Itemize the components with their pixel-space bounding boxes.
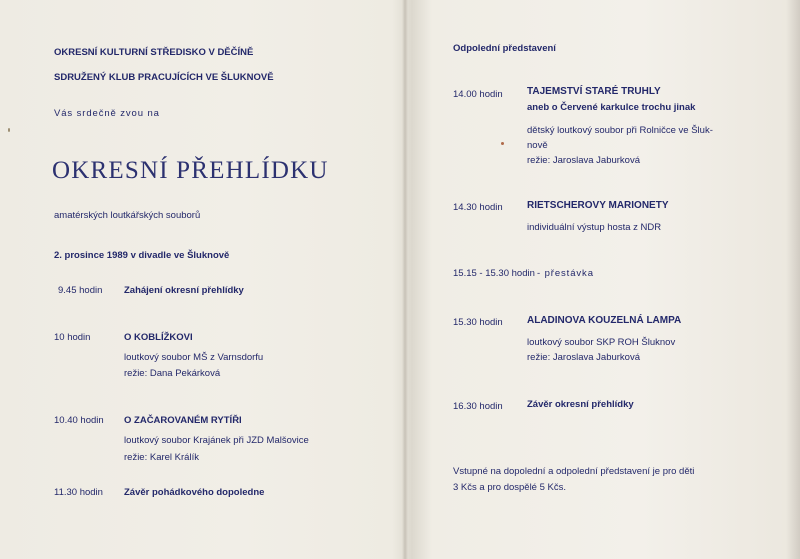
program-title: RIETSCHEROVY MARIONETY <box>527 200 669 211</box>
afternoon-heading: Odpolední představení <box>453 43 556 54</box>
program-subtitle: aneb o Červené karkulce trochu jinak <box>527 102 696 113</box>
program-ensemble: loutkový soubor SKP ROH Šluknov <box>527 337 676 348</box>
program-time: 10.40 hodin <box>54 415 104 426</box>
program-title: TAJEMSTVÍ STARÉ TRUHLY <box>527 86 661 97</box>
program-director: režie: Karel Králík <box>124 452 199 463</box>
page-fold <box>402 0 408 559</box>
event-title: OKRESNÍ PŘEHLÍDKU <box>52 157 329 184</box>
program-time: 10 hodin <box>54 332 91 343</box>
page-edge-shadow <box>786 0 800 559</box>
program-title: Závěr okresní přehlídky <box>527 399 634 410</box>
program-ensemble: individuální výstup hosta z NDR <box>527 222 662 233</box>
program-time: 14.30 hodin <box>453 202 503 213</box>
program-title: Zahájení okresní přehlídky <box>124 285 244 296</box>
program-time: 15.15 - 15.30 hodin <box>453 268 535 279</box>
program-title: ALADINOVA KOUZELNÁ LAMPA <box>527 315 682 326</box>
program-time: 11.30 hodin <box>54 487 103 498</box>
program-director: režie: Dana Pekárková <box>124 368 221 379</box>
invite-text: Vás srdečně zvou na <box>54 108 160 119</box>
admission-line-1: Vstupné na dopolední a odpolední představení je pro děti <box>453 466 695 477</box>
program-ensemble: loutkový soubor MŠ z Varnsdorfu <box>124 352 264 363</box>
admission-line-2: 3 Kčs a pro dospělé 5 Kčs. <box>453 482 567 493</box>
ink-speck <box>8 128 10 132</box>
event-subtitle: amatérských loutkářských souborů <box>54 210 201 221</box>
program-title: O ZAČAROVANÉM RYTÍŘI <box>124 415 242 426</box>
program-time: 14.00 hodin <box>453 89 503 100</box>
program-director: režie: Jaroslava Jaburková <box>527 352 640 363</box>
organizer-line-1: OKRESNÍ KULTURNÍ STŘEDISKO V DĚČÍNĚ <box>54 47 254 58</box>
program-time: 16.30 hodin <box>453 401 503 412</box>
program-time: 15.30 hodin <box>453 317 503 328</box>
program-time: 9.45 hodin <box>58 285 103 296</box>
event-date: 2. prosince 1989 v divadle ve Šluknově <box>54 250 230 261</box>
ink-speck <box>501 142 504 145</box>
program-ensemble-cont: nově <box>527 140 548 151</box>
program-title: - přestávka <box>537 268 594 279</box>
program-ensemble: loutkový soubor Krajánek při JZD Malšovice <box>124 435 309 446</box>
organizer-line-2: SDRUŽENÝ KLUB PRACUJÍCÍCH VE ŠLUKNOVĚ <box>54 72 274 83</box>
program-ensemble: dětský loutkový soubor při Rolničce ve Šluk- <box>527 125 713 136</box>
program-director: režie: Jaroslava Jaburková <box>527 155 640 166</box>
program-title: O KOBLÍŽKOVI <box>124 332 193 343</box>
program-title: Závěr pohádkového dopoledne <box>124 487 265 498</box>
